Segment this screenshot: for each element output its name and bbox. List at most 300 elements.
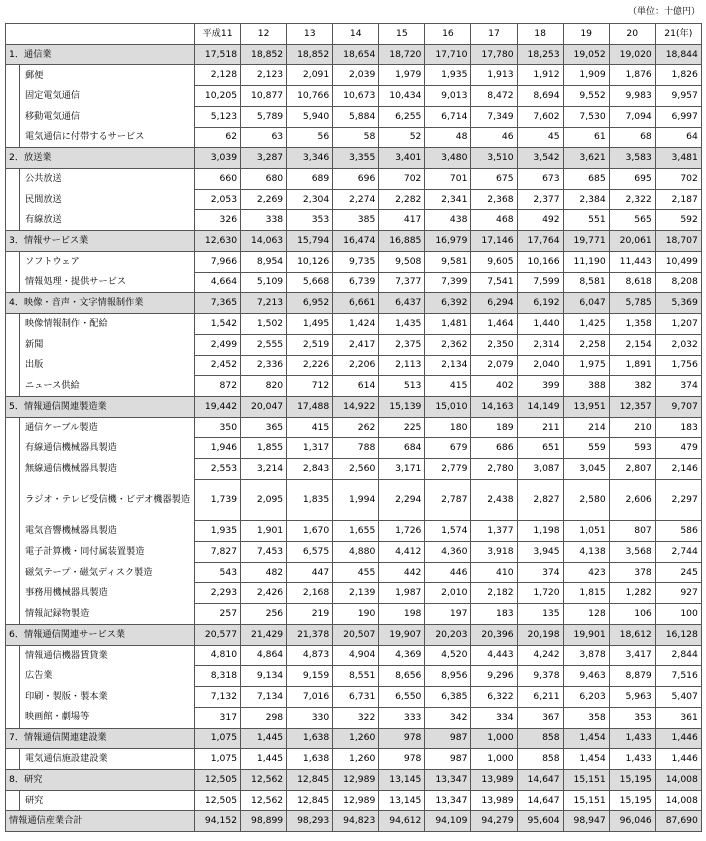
value-cell: 10,766 bbox=[287, 86, 333, 107]
subcategory-indent bbox=[19, 707, 191, 727]
value-cell: 1,433 bbox=[609, 749, 655, 770]
value-cell: 7,966 bbox=[195, 251, 241, 272]
subcategory-label: 磁気テープ・磁気ディスク製造 bbox=[25, 566, 153, 578]
category-label: 7．情報通信関連建設業 bbox=[6, 728, 195, 749]
value-cell: 513 bbox=[379, 376, 425, 397]
value-cell: 6,203 bbox=[563, 687, 609, 708]
subcategory-label: 電気通信施設建設業 bbox=[25, 753, 108, 765]
value-cell: 12,845 bbox=[287, 769, 333, 790]
value-cell: 10,205 bbox=[195, 86, 241, 107]
value-cell: 20,047 bbox=[241, 396, 287, 417]
value-cell: 1,207 bbox=[655, 314, 701, 335]
subcategory-indent bbox=[19, 418, 191, 438]
value-cell: 374 bbox=[517, 562, 563, 583]
value-cell: 446 bbox=[425, 562, 471, 583]
value-cell: 2,123 bbox=[241, 65, 287, 86]
subcategory-label: ラジオ・テレビ受信機・ビデオ機器製造 bbox=[25, 494, 191, 506]
value-cell: 12,989 bbox=[333, 769, 379, 790]
subcategory-cell bbox=[6, 127, 195, 148]
value-cell: 1,935 bbox=[195, 521, 241, 542]
value-cell: 333 bbox=[379, 707, 425, 728]
value-cell: 13,989 bbox=[471, 769, 517, 790]
subcategory-row bbox=[6, 479, 702, 521]
value-cell: 2,297 bbox=[655, 479, 701, 521]
value-cell: 455 bbox=[333, 562, 379, 583]
value-cell: 479 bbox=[655, 438, 701, 459]
value-cell: 1,876 bbox=[609, 65, 655, 86]
value-cell: 7,516 bbox=[655, 666, 701, 687]
value-cell: 2,134 bbox=[425, 355, 471, 376]
value-cell: 17,488 bbox=[287, 396, 333, 417]
subcategory-row bbox=[6, 749, 702, 770]
subcategory-row bbox=[6, 417, 702, 438]
value-cell: 68 bbox=[609, 127, 655, 148]
value-cell: 63 bbox=[241, 127, 287, 148]
subcategory-cell bbox=[6, 521, 195, 542]
value-cell: 1,000 bbox=[471, 728, 517, 749]
value-cell: 1,454 bbox=[563, 749, 609, 770]
subcategory-row bbox=[6, 355, 702, 376]
value-cell: 219 bbox=[287, 604, 333, 625]
category-label: 3．情報サービス業 bbox=[6, 231, 195, 252]
value-cell: 3,417 bbox=[609, 645, 655, 666]
value-cell: 2,113 bbox=[379, 355, 425, 376]
total-row bbox=[6, 811, 702, 832]
value-cell: 927 bbox=[655, 583, 701, 604]
value-cell: 3,355 bbox=[333, 148, 379, 169]
value-cell: 56 bbox=[287, 127, 333, 148]
value-cell: 19,771 bbox=[563, 231, 609, 252]
value-cell: 13,145 bbox=[379, 790, 425, 811]
value-cell: 12,562 bbox=[241, 790, 287, 811]
value-cell: 2,146 bbox=[655, 459, 701, 480]
value-cell: 2,580 bbox=[563, 479, 609, 521]
value-cell: 415 bbox=[287, 417, 333, 438]
value-cell: 17,710 bbox=[425, 44, 471, 65]
value-cell: 651 bbox=[517, 438, 563, 459]
value-cell: 2,182 bbox=[471, 583, 517, 604]
value-cell: 9,707 bbox=[655, 396, 701, 417]
subcategory-indent bbox=[19, 210, 191, 230]
value-cell: 7,377 bbox=[379, 272, 425, 293]
value-cell: 198 bbox=[379, 604, 425, 625]
value-cell: 2,269 bbox=[241, 189, 287, 210]
subcategory-indent bbox=[19, 65, 191, 85]
subcategory-label: 郵便 bbox=[25, 69, 44, 81]
value-cell: 14,922 bbox=[333, 396, 379, 417]
value-cell: 2,341 bbox=[425, 189, 471, 210]
subcategory-label: 印刷・製版・製本業 bbox=[25, 690, 108, 702]
value-cell: 5,109 bbox=[241, 272, 287, 293]
value-cell: 6,294 bbox=[471, 293, 517, 314]
value-cell: 2,843 bbox=[287, 459, 333, 480]
subcategory-label: 研究 bbox=[25, 794, 44, 806]
value-cell: 16,885 bbox=[379, 231, 425, 252]
value-cell: 3,542 bbox=[517, 148, 563, 169]
subcategory-cell bbox=[6, 355, 195, 376]
value-cell: 382 bbox=[609, 376, 655, 397]
subcategory-label: 情報通信機器賃貸業 bbox=[25, 649, 108, 661]
value-cell: 586 bbox=[655, 521, 701, 542]
value-cell: 8,656 bbox=[379, 666, 425, 687]
subcategory-cell bbox=[6, 479, 195, 521]
value-cell: 702 bbox=[655, 169, 701, 190]
value-cell: 2,426 bbox=[241, 583, 287, 604]
value-cell: 8,694 bbox=[517, 86, 563, 107]
value-cell: 680 bbox=[241, 169, 287, 190]
value-cell: 10,166 bbox=[517, 251, 563, 272]
value-cell: 2,091 bbox=[287, 65, 333, 86]
value-cell: 353 bbox=[287, 210, 333, 231]
subcategory-cell bbox=[6, 749, 195, 770]
subcategory-label: 有線通信機械器具製造 bbox=[25, 442, 117, 454]
value-cell: 87,690 bbox=[655, 811, 701, 832]
value-cell: 2,258 bbox=[563, 334, 609, 355]
value-cell: 482 bbox=[241, 562, 287, 583]
value-cell: 6,714 bbox=[425, 106, 471, 127]
value-cell: 1,440 bbox=[517, 314, 563, 335]
value-cell: 16,128 bbox=[655, 624, 701, 645]
value-cell: 2,375 bbox=[379, 334, 425, 355]
value-cell: 95,604 bbox=[517, 811, 563, 832]
value-cell: 9,463 bbox=[563, 666, 609, 687]
value-cell: 1,913 bbox=[471, 65, 517, 86]
value-cell: 7,365 bbox=[195, 293, 241, 314]
subcategory-label: 民間放送 bbox=[25, 193, 62, 205]
value-cell: 262 bbox=[333, 417, 379, 438]
value-cell: 64 bbox=[655, 127, 701, 148]
value-cell: 1,638 bbox=[287, 728, 333, 749]
value-cell: 614 bbox=[333, 376, 379, 397]
value-cell: 334 bbox=[471, 707, 517, 728]
subcategory-label: 出版 bbox=[25, 359, 44, 371]
value-cell: 6,385 bbox=[425, 687, 471, 708]
value-cell: 8,551 bbox=[333, 666, 379, 687]
header-cell-year: 19 bbox=[563, 24, 609, 45]
subcategory-label: 有線放送 bbox=[25, 214, 62, 226]
value-cell: 98,293 bbox=[287, 811, 333, 832]
subcategory-indent bbox=[19, 646, 191, 666]
value-cell: 48 bbox=[425, 127, 471, 148]
value-cell: 15,151 bbox=[563, 790, 609, 811]
subcategory-row bbox=[6, 127, 702, 148]
value-cell: 3,346 bbox=[287, 148, 333, 169]
value-cell: 7,349 bbox=[471, 106, 517, 127]
value-cell: 21,429 bbox=[241, 624, 287, 645]
value-cell: 551 bbox=[563, 210, 609, 231]
value-cell: 1,720 bbox=[517, 583, 563, 604]
value-cell: 1,901 bbox=[241, 521, 287, 542]
value-cell: 3,171 bbox=[379, 459, 425, 480]
value-cell: 872 bbox=[195, 376, 241, 397]
value-cell: 712 bbox=[287, 376, 333, 397]
value-cell: 2,744 bbox=[655, 542, 701, 563]
value-cell: 2,844 bbox=[655, 645, 701, 666]
value-cell: 13,951 bbox=[563, 396, 609, 417]
value-cell: 2,079 bbox=[471, 355, 517, 376]
value-cell: 1,282 bbox=[609, 583, 655, 604]
value-cell: 5,789 bbox=[241, 106, 287, 127]
value-cell: 15,151 bbox=[563, 769, 609, 790]
value-cell: 12,562 bbox=[241, 769, 287, 790]
value-cell: 1,435 bbox=[379, 314, 425, 335]
value-cell: 702 bbox=[379, 169, 425, 190]
value-cell: 1,835 bbox=[287, 479, 333, 521]
subcategory-label: 情報処理・提供サービス bbox=[25, 276, 127, 288]
value-cell: 210 bbox=[609, 417, 655, 438]
subcategory-label: 情報記録物製造 bbox=[25, 607, 90, 619]
value-cell: 4,412 bbox=[379, 542, 425, 563]
value-cell: 559 bbox=[563, 438, 609, 459]
value-cell: 365 bbox=[241, 417, 287, 438]
value-cell: 2,293 bbox=[195, 583, 241, 604]
value-cell: 1,909 bbox=[563, 65, 609, 86]
value-cell: 9,134 bbox=[241, 666, 287, 687]
value-cell: 256 bbox=[241, 604, 287, 625]
subcategory-row bbox=[6, 687, 702, 708]
subcategory-row bbox=[6, 459, 702, 480]
value-cell: 1,855 bbox=[241, 438, 287, 459]
category-row bbox=[6, 624, 702, 645]
value-cell: 1,638 bbox=[287, 749, 333, 770]
value-cell: 1,891 bbox=[609, 355, 655, 376]
subcategory-row bbox=[6, 334, 702, 355]
value-cell: 492 bbox=[517, 210, 563, 231]
value-cell: 1,726 bbox=[379, 521, 425, 542]
value-cell: 14,149 bbox=[517, 396, 563, 417]
value-cell: 3,087 bbox=[517, 459, 563, 480]
value-cell: 378 bbox=[609, 562, 655, 583]
value-cell: 1,445 bbox=[241, 749, 287, 770]
value-cell: 58 bbox=[333, 127, 379, 148]
value-cell: 2,362 bbox=[425, 334, 471, 355]
value-cell: 8,208 bbox=[655, 272, 701, 293]
value-cell: 675 bbox=[471, 169, 517, 190]
value-cell: 9,983 bbox=[609, 86, 655, 107]
value-cell: 2,560 bbox=[333, 459, 379, 480]
value-cell: 2,039 bbox=[333, 65, 379, 86]
value-cell: 399 bbox=[517, 376, 563, 397]
value-cell: 14,008 bbox=[655, 790, 701, 811]
subcategory-cell bbox=[6, 562, 195, 583]
value-cell: 3,568 bbox=[609, 542, 655, 563]
value-cell: 7,134 bbox=[241, 687, 287, 708]
value-cell: 15,794 bbox=[287, 231, 333, 252]
subcategory-cell bbox=[6, 666, 195, 687]
value-cell: 1,935 bbox=[425, 65, 471, 86]
value-cell: 4,864 bbox=[241, 645, 287, 666]
value-cell: 3,510 bbox=[471, 148, 517, 169]
value-cell: 1,317 bbox=[287, 438, 333, 459]
subcategory-label: 通信ケーブル製造 bbox=[25, 421, 98, 433]
value-cell: 11,190 bbox=[563, 251, 609, 272]
value-cell: 8,472 bbox=[471, 86, 517, 107]
value-cell: 358 bbox=[563, 707, 609, 728]
subcategory-cell bbox=[6, 272, 195, 293]
value-cell: 6,211 bbox=[517, 687, 563, 708]
value-cell: 6,550 bbox=[379, 687, 425, 708]
subcategory-cell bbox=[6, 86, 195, 107]
value-cell: 3,045 bbox=[563, 459, 609, 480]
subcategory-indent bbox=[19, 521, 191, 542]
category-row bbox=[6, 728, 702, 749]
subcategory-indent bbox=[19, 542, 191, 563]
value-cell: 322 bbox=[333, 707, 379, 728]
subcategory-row bbox=[6, 645, 702, 666]
value-cell: 9,605 bbox=[471, 251, 517, 272]
value-cell: 20,198 bbox=[517, 624, 563, 645]
value-cell: 2,040 bbox=[517, 355, 563, 376]
subcategory-row bbox=[6, 65, 702, 86]
value-cell: 21,378 bbox=[287, 624, 333, 645]
value-cell: 20,396 bbox=[471, 624, 517, 645]
value-cell: 1,424 bbox=[333, 314, 379, 335]
subcategory-indent bbox=[19, 666, 191, 687]
value-cell: 1,756 bbox=[655, 355, 701, 376]
subcategory-indent bbox=[19, 314, 191, 334]
value-cell: 4,520 bbox=[425, 645, 471, 666]
value-cell: 338 bbox=[241, 210, 287, 231]
value-cell: 6,731 bbox=[333, 687, 379, 708]
unit-label: （単位：十億円） bbox=[627, 7, 700, 17]
value-cell: 2,780 bbox=[471, 459, 517, 480]
value-cell: 543 bbox=[195, 562, 241, 583]
subcategory-row bbox=[6, 169, 702, 190]
subcategory-row bbox=[6, 272, 702, 293]
value-cell: 2,154 bbox=[609, 334, 655, 355]
value-cell: 1,979 bbox=[379, 65, 425, 86]
value-cell: 447 bbox=[287, 562, 333, 583]
value-cell: 7,541 bbox=[471, 272, 517, 293]
subcategory-row bbox=[6, 438, 702, 459]
value-cell: 2,274 bbox=[333, 189, 379, 210]
subcategory-row bbox=[6, 583, 702, 604]
value-cell: 385 bbox=[333, 210, 379, 231]
value-cell: 685 bbox=[563, 169, 609, 190]
value-cell: 6,047 bbox=[563, 293, 609, 314]
value-cell: 98,899 bbox=[241, 811, 287, 832]
value-cell: 14,647 bbox=[517, 769, 563, 790]
value-cell: 1,815 bbox=[563, 583, 609, 604]
value-cell: 1,075 bbox=[195, 728, 241, 749]
value-cell: 1,739 bbox=[195, 479, 241, 521]
subcategory-indent bbox=[19, 376, 191, 396]
value-cell: 9,296 bbox=[471, 666, 517, 687]
subcategory-cell bbox=[6, 314, 195, 335]
value-cell: 3,945 bbox=[517, 542, 563, 563]
value-cell: 388 bbox=[563, 376, 609, 397]
subcategory-label: 移動電気通信 bbox=[25, 110, 81, 122]
value-cell: 1,912 bbox=[517, 65, 563, 86]
value-cell: 4,810 bbox=[195, 645, 241, 666]
value-cell: 3,401 bbox=[379, 148, 425, 169]
value-cell: 417 bbox=[379, 210, 425, 231]
value-cell: 2,519 bbox=[287, 334, 333, 355]
value-cell: 1,198 bbox=[517, 521, 563, 542]
subcategory-cell bbox=[6, 707, 195, 728]
value-cell: 5,963 bbox=[609, 687, 655, 708]
value-cell: 7,599 bbox=[517, 272, 563, 293]
value-cell: 2,032 bbox=[655, 334, 701, 355]
value-cell: 7,602 bbox=[517, 106, 563, 127]
value-cell: 19,901 bbox=[563, 624, 609, 645]
header-cell-year: 17 bbox=[471, 24, 517, 45]
value-cell: 3,583 bbox=[609, 148, 655, 169]
value-cell: 361 bbox=[655, 707, 701, 728]
subcategory-cell bbox=[6, 376, 195, 397]
value-cell: 350 bbox=[195, 417, 241, 438]
value-cell: 2,010 bbox=[425, 583, 471, 604]
value-cell: 1,574 bbox=[425, 521, 471, 542]
category-row bbox=[6, 148, 702, 169]
subcategory-indent bbox=[19, 791, 191, 811]
value-cell: 257 bbox=[195, 604, 241, 625]
value-cell: 2,368 bbox=[471, 189, 517, 210]
subcategory-label: 電気通信に付帯するサービス bbox=[25, 131, 145, 143]
value-cell: 1,975 bbox=[563, 355, 609, 376]
value-cell: 61 bbox=[563, 127, 609, 148]
value-cell: 11,443 bbox=[609, 251, 655, 272]
value-cell: 106 bbox=[609, 604, 655, 625]
value-cell: 410 bbox=[471, 562, 517, 583]
value-cell: 197 bbox=[425, 604, 471, 625]
value-cell: 1,358 bbox=[609, 314, 655, 335]
value-cell: 2,417 bbox=[333, 334, 379, 355]
category-row bbox=[6, 44, 702, 65]
value-cell: 20,577 bbox=[195, 624, 241, 645]
value-cell: 7,530 bbox=[563, 106, 609, 127]
value-cell: 402 bbox=[471, 376, 517, 397]
subcategory-row bbox=[6, 562, 702, 583]
value-cell: 10,673 bbox=[333, 86, 379, 107]
subcategory-cell bbox=[6, 334, 195, 355]
category-label: 5．情報通信関連製造業 bbox=[6, 396, 195, 417]
value-cell: 592 bbox=[655, 210, 701, 231]
value-cell: 16,474 bbox=[333, 231, 379, 252]
value-cell: 12,989 bbox=[333, 790, 379, 811]
subcategory-indent bbox=[19, 562, 191, 583]
value-cell: 6,392 bbox=[425, 293, 471, 314]
value-cell: 20,507 bbox=[333, 624, 379, 645]
value-cell: 2,377 bbox=[517, 189, 563, 210]
header-cell-year: 18 bbox=[517, 24, 563, 45]
value-cell: 3,918 bbox=[471, 542, 517, 563]
value-cell: 19,020 bbox=[609, 44, 655, 65]
value-cell: 1,425 bbox=[563, 314, 609, 335]
value-cell: 1,000 bbox=[471, 749, 517, 770]
value-cell: 4,664 bbox=[195, 272, 241, 293]
value-cell: 5,884 bbox=[333, 106, 379, 127]
value-cell: 438 bbox=[425, 210, 471, 231]
value-cell: 1,446 bbox=[655, 749, 701, 770]
subcategory-indent bbox=[19, 127, 191, 147]
value-cell: 8,879 bbox=[609, 666, 655, 687]
value-cell: 17,518 bbox=[195, 44, 241, 65]
value-cell: 1,260 bbox=[333, 749, 379, 770]
category-row bbox=[6, 293, 702, 314]
value-cell: 7,453 bbox=[241, 542, 287, 563]
subcategory-indent bbox=[19, 604, 191, 624]
value-cell: 1,542 bbox=[195, 314, 241, 335]
value-cell: 12,505 bbox=[195, 769, 241, 790]
value-cell: 12,630 bbox=[195, 231, 241, 252]
value-cell: 6,739 bbox=[333, 272, 379, 293]
value-cell: 2,384 bbox=[563, 189, 609, 210]
value-cell: 695 bbox=[609, 169, 655, 190]
value-cell: 3,214 bbox=[241, 459, 287, 480]
value-cell: 1,826 bbox=[655, 65, 701, 86]
value-cell: 374 bbox=[655, 376, 701, 397]
